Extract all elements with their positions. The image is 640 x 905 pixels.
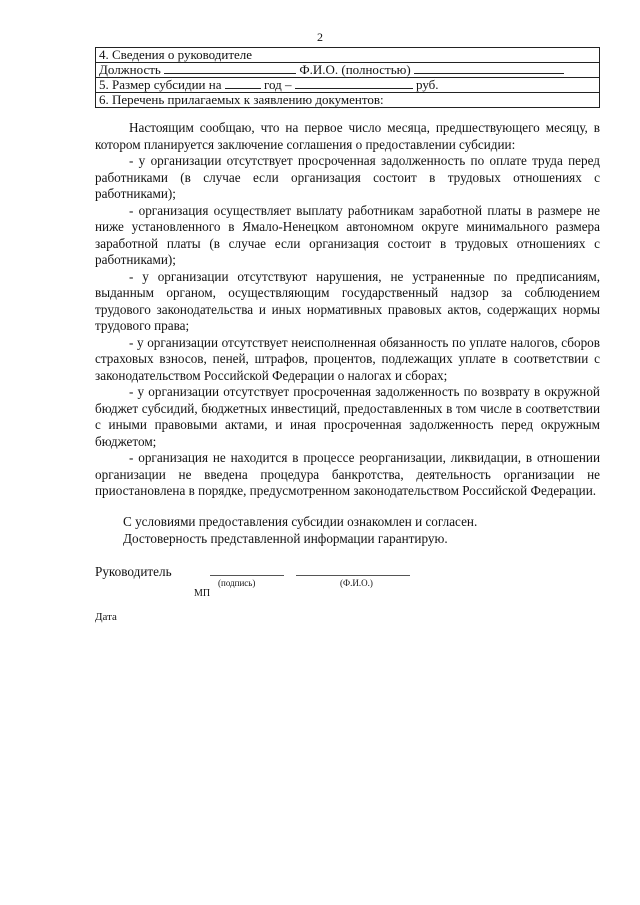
declaration-item: - у организации отсутствует неисполненная обязанность по уплате налогов, сборов страховых взносов, пеней, штрафов, процентов, подлежащих уплате в соответствии с законодательством Российской Федерации о налогах и сборах; <box>95 334 600 383</box>
declaration-item: - у организации отсутствует просроченная задолженность по возврату в окружной бюджет субсидий, бюджетных инвестиций, предоставленных в том числе в соответствии с иными правовыми актами, и иная просроченная задолженность перед окружным бюджетом; <box>95 384 600 449</box>
amount-blank <box>295 78 413 89</box>
subsidy-year-label: год – <box>263 77 292 92</box>
agreement-block <box>95 513 600 547</box>
declaration-text <box>95 120 600 500</box>
page-number: 2 <box>317 30 323 44</box>
stamp-placeholder: МП <box>194 588 211 599</box>
agreement-line-2: Достоверность представленной информации гарантирую. <box>123 531 448 546</box>
section-6-title: 6. Перечень прилагаемых к заявлению документов: <box>96 93 600 108</box>
signatory-role-label: Руководитель <box>95 564 172 579</box>
agreement-line-1: С условиями предоставления субсидии ознакомлен и согласен. <box>123 514 478 529</box>
table-row <box>96 48 600 63</box>
declaration-item: - у организации отсутствуют нарушения, не устраненные по предписаниям, выданным органом, осуществляющим государственный надзор за соблюдением трудового законодательства и иных нормативных правовых актов, содержащих нормы трудового права; <box>95 268 600 333</box>
subsidy-prefix: 5. Размер субсидии на <box>99 77 222 92</box>
year-blank <box>225 78 261 89</box>
table-row <box>96 63 600 78</box>
fio-caption: (Ф.И.О.) <box>340 578 373 588</box>
fio-blank <box>414 63 564 74</box>
declaration-item: - организация не находится в процессе реорганизации, ликвидации, в отношении организации не введена процедура банкротства, деятельность организации не приостановлена в порядке, предусмотренном законодательством Российской Федерации. <box>95 450 600 498</box>
declaration-item: - у организации отсутствует просроченная задолженность по оплате труда перед работниками (в случае если организация состоит в трудовых отношениях с работниками); <box>95 153 600 201</box>
subsidy-row <box>96 78 600 93</box>
applicant-info-table <box>95 47 600 108</box>
position-blank <box>164 63 296 74</box>
table-row <box>96 78 600 93</box>
fio-line <box>296 575 410 576</box>
table-row <box>96 93 600 108</box>
subsidy-unit: руб. <box>415 77 439 92</box>
fio-label: Ф.И.О. (полностью) <box>299 62 411 77</box>
position-label: Должность <box>99 62 161 77</box>
date-label: Дата <box>95 611 117 623</box>
section-4-title: 4. Сведения о руководителе <box>96 48 600 63</box>
position-row <box>96 63 600 78</box>
signature-caption: (подпись) <box>218 578 256 588</box>
signature-line <box>210 575 284 576</box>
declaration-item: - организация осуществляет выплату работникам заработной платы в размере не ниже установленного в Ямало-Ненецком автономном округе минимального размера заработной платы (в случае если организация состоит в трудовых отношениях с работниками); <box>95 202 600 267</box>
declaration-intro: Настоящим сообщаю, что на первое число месяца, предшествующего месяцу, в котором планируется заключение соглашения о предоставлении субсидии: <box>95 120 600 152</box>
